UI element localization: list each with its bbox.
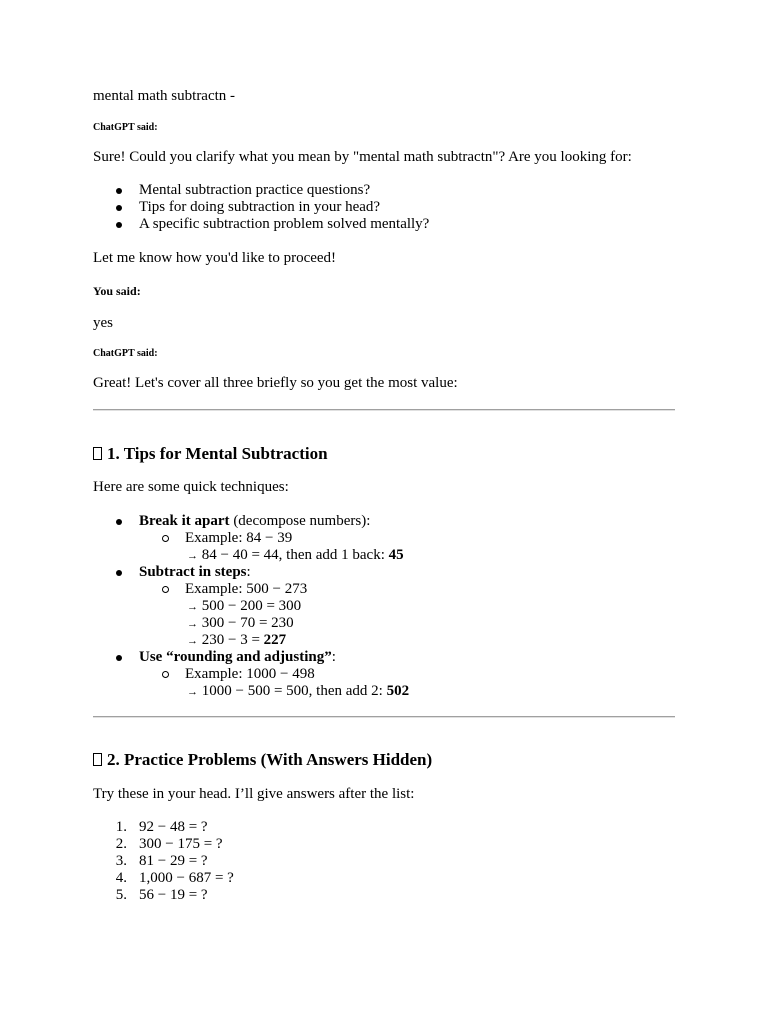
arrow-icon: → xyxy=(187,618,198,630)
you-said-label: You said: xyxy=(93,284,141,298)
example-line: Example: 500 − 273 xyxy=(185,581,308,597)
practice-problem: 92 − 48 = ? xyxy=(139,819,208,835)
bullet xyxy=(116,205,122,211)
bullet xyxy=(116,519,122,525)
list-number: 2. xyxy=(115,836,127,852)
arrow-icon: → xyxy=(187,635,198,647)
section-intro: Try these in your head. I’ll give answers after the list: xyxy=(93,786,415,802)
missing-glyph-icon xyxy=(93,753,102,766)
sub-bullet xyxy=(162,586,169,593)
step-line: → 230 − 3 = 227 xyxy=(187,632,287,648)
list-number: 4. xyxy=(115,870,127,886)
bullet xyxy=(116,222,122,228)
step-line: → 1000 − 500 = 500, then add 2: 502 xyxy=(187,683,410,699)
list-number: 3. xyxy=(115,853,127,869)
tip-item: Break it apart (decompose numbers): xyxy=(139,513,371,529)
list-number: 5. xyxy=(115,887,127,903)
horizontal-rule xyxy=(93,716,675,718)
bullet xyxy=(116,570,122,576)
user-message: yes xyxy=(93,315,113,331)
assistant-reply: Let me know how you'd like to proceed! xyxy=(93,250,337,266)
practice-problem: 81 − 29 = ? xyxy=(139,853,208,869)
section-heading: 2. Practice Problems (With Answers Hidden) xyxy=(93,750,432,770)
assistant-reply: Great! Let's cover all three briefly so you get the most value: xyxy=(93,375,458,391)
arrow-icon: → xyxy=(187,550,198,562)
list-item: Tips for doing subtraction in your head? xyxy=(139,199,381,215)
practice-problem: 300 − 175 = ? xyxy=(139,836,223,852)
sub-bullet xyxy=(162,535,169,542)
sub-bullet xyxy=(162,671,169,678)
step-line: → 300 − 70 = 230 xyxy=(187,615,294,631)
bullet xyxy=(116,188,122,194)
tip-item: Use “rounding and adjusting”: xyxy=(139,649,336,665)
horizontal-rule xyxy=(93,409,675,411)
practice-problem: 56 − 19 = ? xyxy=(139,887,208,903)
example-line: Example: 84 − 39 xyxy=(185,530,293,546)
chatgpt-said-label: ChatGPT said: xyxy=(93,122,158,133)
section-intro: Here are some quick techniques: xyxy=(93,479,289,495)
step-line: → 84 − 40 = 44, then add 1 back: 45 xyxy=(187,547,404,563)
assistant-reply: Sure! Could you clarify what you mean by "mental math subtractn"? Are you looking for: xyxy=(93,149,632,165)
user-message: mental math subtractn - xyxy=(93,88,236,104)
tip-item: Subtract in steps: xyxy=(139,564,251,580)
list-item: Mental subtraction practice questions? xyxy=(139,182,371,198)
practice-problem: 1,000 − 687 = ? xyxy=(139,870,234,886)
list-item: A specific subtraction problem solved mentally? xyxy=(139,216,430,232)
chatgpt-said-label: ChatGPT said: xyxy=(93,348,158,359)
list-number: 1. xyxy=(115,819,127,835)
missing-glyph-icon xyxy=(93,447,102,460)
bullet xyxy=(116,655,122,661)
example-line: Example: 1000 − 498 xyxy=(185,666,315,682)
arrow-icon: → xyxy=(187,601,198,613)
section-heading: 1. Tips for Mental Subtraction xyxy=(93,444,328,464)
step-line: → 500 − 200 = 300 xyxy=(187,598,302,614)
arrow-icon: → xyxy=(187,686,198,698)
